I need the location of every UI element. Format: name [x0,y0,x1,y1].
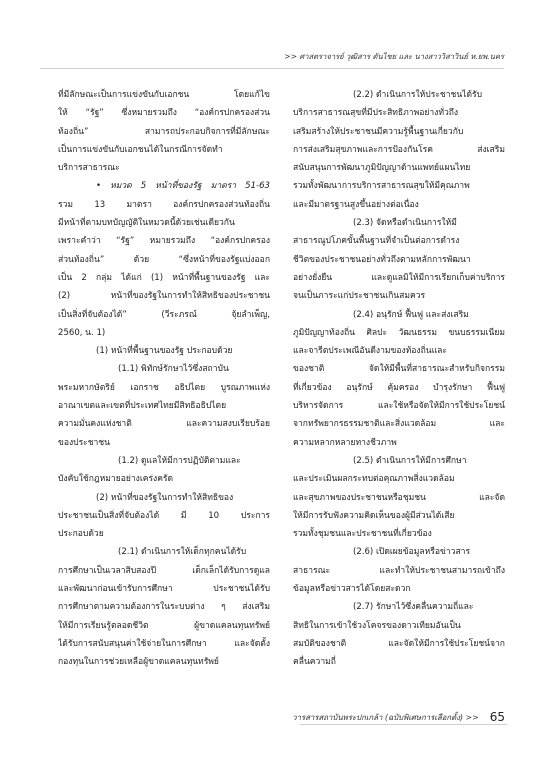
right-column-line: คลื่นความถี่ [293,657,336,668]
left-column-line: เป็นการแข่งขันกับเอกชนได้ในกรณีการจัดทำ [58,144,223,155]
right-column-line: (2.6) เปิดเผยข้อมูลหรือข่าวสาร [353,547,471,558]
right-column-line: รวมทั้งพัฒนาการบริการสาธารณสุขให้มีคุณภาพ [293,181,470,192]
right-column-line: รวมทั้งชุมชนและประชาชนที่เกี่ยวข้อง [293,529,432,540]
right-column-line: และจารีตประเพณีอันดีงามของท้องถิ่นและ [293,346,447,357]
right-column-line: สิทธิในการเข้าใช้วงโคจรของดาวเทียมอันเป็น [293,620,461,631]
right-column [293,86,505,672]
left-column-line: (1.1) พิทักษ์รักษาไว้ซึ่งสถาบัน [118,364,229,375]
left-column-line: เพราะคำว่า “รัฐ” หมายรวมถึง “องค์กรปกครอง [58,236,270,247]
right-column-line: ข้อมูลหรือข่าวสารได้โดยสะดวก [293,584,411,595]
right-column-line: อย่างยั่งยืน และดูแลมิให้มีการเรียกเก็บค่าบริการ [293,272,505,283]
left-column-line: (1.2) ดูแลให้มีการปฏิบัติตามและ [118,455,241,466]
right-column-line: บริการสาธารณสุขที่มีประสิทธิภาพอย่างทั่วถึง [293,108,459,119]
right-column-line: (2.4) อนุรักษ์ ฟื้นฟู และส่งเสริม [353,309,469,320]
left-column-line: มีหน้าที่ตามบทบัญญัติในหมวดนี้ด้วยเช่นเดียวกัน [58,218,235,229]
right-column-line: สาธารณูปโภคขั้นพื้นฐานที่จำเป็นต่อการดำรง [293,236,460,247]
right-column-line: (2.7) รักษาไว้ซึ่งคลื่นความถี่และ [353,602,474,613]
left-column-line: • หมวด 5 หน้าที่ของรัฐ มาตรา 51-63 [96,181,270,192]
left-column-line: เป็นสิ่งที่จับต้องได้” (วีระภรณ์ จุ้ยลำเพ็ญ, [58,309,270,320]
running-header [40,51,504,65]
left-column-line: 2560, น. 1) [58,327,106,338]
right-column-line: ให้มีการรับฟังความคิดเห็นของผู้มีส่วนได้เสีย [293,510,455,521]
left-column-line: บริการสาธารณะ [58,163,120,174]
left-column-line: และพัฒนาก่อนเข้ารับการศึกษา ประชาชนได้รับ [58,584,270,595]
right-column-line: สนับสนุนการพัฒนาภูมิปัญญาด้านแพทย์แผนไทย [293,163,471,174]
right-column-line: และประเมินผลกระทบต่อคุณภาพสิ่งแวดล้อม [293,474,455,485]
right-column-line: ความหลากหลายทางชีวภาพ [293,437,397,448]
left-column-line: ที่มีลักษณะเป็นการแข่งขันกับเอกชน โดยแก้ไข [58,90,270,100]
left-column-line: รวม 13 มาตรา องค์กรปกครองส่วนท้องถิ่น [58,199,270,210]
right-column-line: ภูมิปัญญาท้องถิ่น ศิลปะ วัฒนธรรม ขนบธรรมเนียม [293,327,505,338]
footer-rule [300,724,507,725]
left-column-line: เป็น 2 กลุ่ม ได้แก่ (1) หน้าที่พื้นฐานของรัฐ และ [58,272,270,283]
left-column-line: การศึกษาเป็นเวลาสิบสองปี เด็กเล็กได้รับการดูแล [58,565,270,576]
right-column-line: จนเป็นภาระแก่ประชาชนเกินสมควร [293,291,426,302]
left-column-line: การศึกษาตามความต้องการในระบบต่าง ๆ ส่งเสริม [58,602,270,613]
right-column-line: ชีวิตของประชาชนอย่างทั่วถึงตามหลักการพัฒนา [293,254,471,265]
right-column-line: (2.3) จัดหรือดำเนินการให้มี [353,218,457,229]
left-column-line: (2) หน้าที่ของรัฐในการทำให้สิทธิของประชาชน [58,291,270,302]
left-column-line: ส่วนท้องถิ่น” ด้วย “ซึ่งหน้าที่ของรัฐแบ่งออก [58,254,270,265]
left-column-line: ของประชาชน [58,437,110,448]
page-number: 65 [489,710,505,724]
right-column-line: และสุขภาพของประชาชนหรือชุมชน และจัด [293,492,505,503]
left-column [58,86,270,672]
left-column-line: ได้รับการสนับสนุนค่าใช้จ่ายในการศึกษา และจัดตั้ง [58,638,270,649]
right-column-line: จากทรัพยากรธรรมชาติและสิ่งแวดล้อม และ [293,419,505,430]
journal-title: วารสารสถาบันพระปกเกล้า (ฉบับพิเศษการเลือกตั้ง) >> [292,713,479,722]
left-column-line: พระมหากษัตริย์ เอกราช อธิปไตย บูรณภาพแห่ง [58,382,270,393]
right-column-line: (2.2) ดำเนินการให้ประชาชนได้รับ [353,90,483,100]
left-column-line: ให้มีการเรียนรู้ตลอดชีวิต ผู้ขาดแคลนทุนทรัพย์ [58,620,270,631]
left-column-line: ท้องถิ่น” สามารถประกอบกิจการที่มีลักษณะ [58,126,270,137]
left-column-line: ความมั่นคงแห่งชาติ และความสงบเรียบร้อย [58,419,270,430]
right-column-line: สมบัติของชาติ และจัดให้มีการใช้ประโยชน์จาก [293,638,505,649]
right-column-line: ของชาติ จัดให้มีพื้นที่สาธารณะสำหรับกิจกรรม [293,364,505,375]
right-column-line: การส่งเสริมสุขภาพและการป้องกันโรค ส่งเสริม [293,144,505,155]
right-column-line: ที่เกี่ยวข้อง อนุรักษ์ คุ้มครอง บำรุงรักษา ฟื้นฟู [293,382,505,393]
left-column-line: (2) หน้าที่ของรัฐในการทำให้สิทธิของ [96,492,234,503]
page-footer [292,705,505,724]
left-column-line: (1) หน้าที่พื้นฐานของรัฐ ประกอบด้วย [96,346,233,357]
left-column-line: ประชาชนเป็นสิ่งที่จับต้องได้ มี 10 ประการ [58,510,270,521]
left-column-line: ประกอบด้วย [58,529,104,540]
left-column-line: กองทุนในการช่วยเหลือผู้ขาดแคลนทุนทรัพย์ [58,657,219,668]
running-title: >> ศาสตราจารย์ วุฒิสาร ตันไชย และ นางสาววิสาวินย์ ห.ยพ.นคร [284,52,504,61]
right-column-line: สาธารณะ และทำให้ประชาชนสามารถเข้าถึง [293,565,505,576]
right-column-line: (2.5) ดำเนินการให้มีการศึกษา [353,455,467,466]
right-column-line: และมีมาตรฐานสูงขึ้นอย่างต่อเนื่อง [293,199,419,210]
header-rule [40,68,504,69]
right-column-line: เสริมสร้างให้ประชาชนมีความรู้พื้นฐานเกี่ยวกับ [293,126,464,137]
left-column-line: บังคับใช้กฎหมายอย่างเคร่งครัด [58,474,174,485]
left-column-line: (2.1) ดำเนินการให้เด็กทุกคนได้รับ [118,547,247,558]
right-column-line: บริหารจัดการ และใช้หรือจัดให้มีการใช้ประโยชน์ [293,401,505,412]
left-column-line: ให้ “รัฐ” ซึ่งหมายรวมถึง “องค์กรปกครองส่วน [58,108,270,119]
left-column-line: อาณาเขตและเขตที่ประเทศไทยมีสิทธิอธิปไตย [58,401,227,412]
